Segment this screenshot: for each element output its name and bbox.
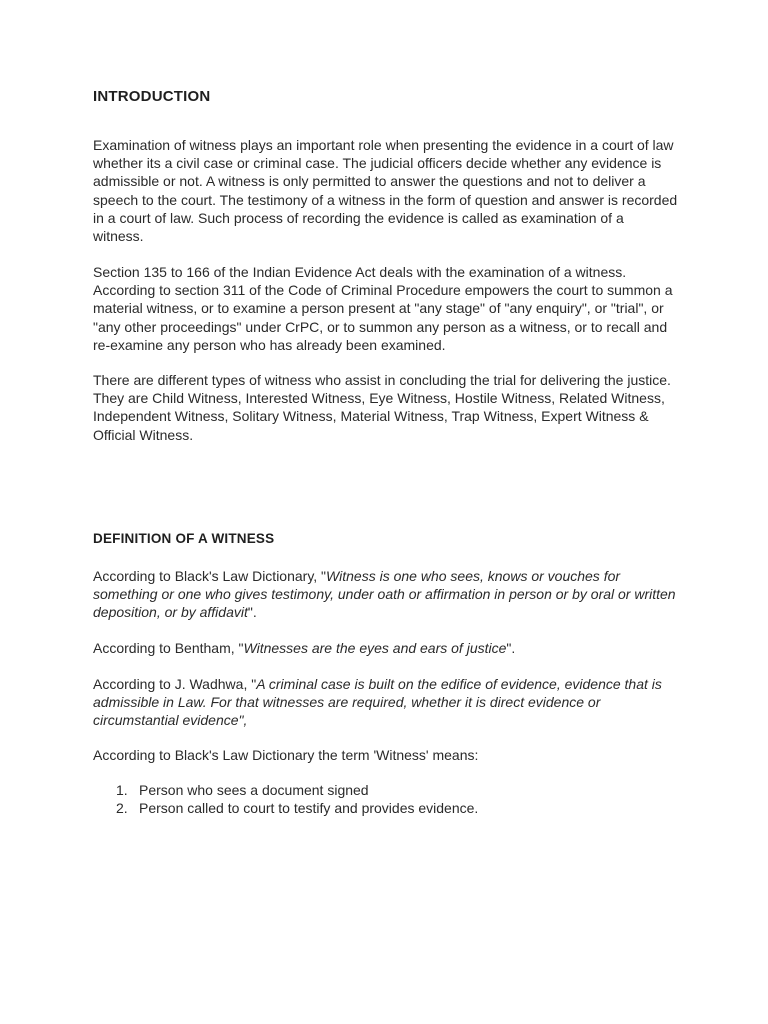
intro-paragraph-1: Examination of witness plays an important role when presenting the evidence in a court of law whether its a civil case or criminal case. The judicial officers decide whether any evidence is admissible or not. A witness is only permitted to answer the questions and not to deliver a speech to the court. The testimony of a witness in the form of question and answer is recorded in a court of law. Such process of recording the evidence is called as examination of a witness. (93, 137, 678, 245)
blacks-quote: Witness is one who sees, knows or vouches for something or one who gives testimony, under oath or affirmation in person or by oral or written deposition, or by affidavit (93, 568, 676, 621)
list-number: 1. (116, 782, 128, 798)
wadhwa-quote: A criminal case is built on the edifice of evidence, evidence that is admissible in Law. For that witnesses are required, whether it is direct evidence or circumstantial evidence", (93, 676, 662, 729)
bentham-definition-paragraph (93, 639, 678, 657)
bentham-suffix: ". (506, 640, 516, 656)
wadhwa-prefix: According to J. Wadhwa, " (93, 676, 257, 692)
intro-paragraph-3: There are different types of witness who assist in concluding the trial for delivering the justice. They are Child Witness, Interested Witness, Eye Witness, Hostile Witness, Related Witness, Independent Witness, Solitary Witness, Material Witness, Trap Witness, Expert Witness & Official Witness. (93, 372, 671, 443)
definition-heading: DEFINITION OF A WITNESS (93, 531, 275, 546)
introduction-heading: INTRODUCTION (93, 88, 211, 105)
witness-meanings-list (93, 781, 478, 817)
intro-paragraph-2: Section 135 to 166 of the Indian Evidence Act deals with the examination of a witness. According to section 311 of the Code of Criminal Procedure empowers the court to summon a material witness, or to examine a person present at "any stage" of "any enquiry", or "trial", or "any other proceedings" under CrPC, or to summon any person as a witness, or to recall and re-examine any person who has already been examined. (93, 264, 673, 353)
list-number: 2. (116, 800, 128, 817)
wadhwa-definition-paragraph (93, 675, 678, 730)
blacks-suffix: ". (247, 604, 257, 621)
term-intro-paragraph: According to Black's Law Dictionary the term 'Witness' means: (93, 747, 479, 763)
list-item (93, 781, 478, 799)
list-item-text: Person called to court to testify and provides evidence. (139, 800, 479, 817)
blacks-definition-paragraph (93, 567, 678, 622)
bentham-prefix: According to Bentham, " (93, 640, 244, 656)
list-item (93, 799, 478, 817)
list-item-text: Person who sees a document signed (139, 782, 369, 798)
blacks-prefix: According to Black's Law Dictionary, " (93, 568, 327, 584)
bentham-quote: Witnesses are the eyes and ears of justice (243, 640, 507, 656)
